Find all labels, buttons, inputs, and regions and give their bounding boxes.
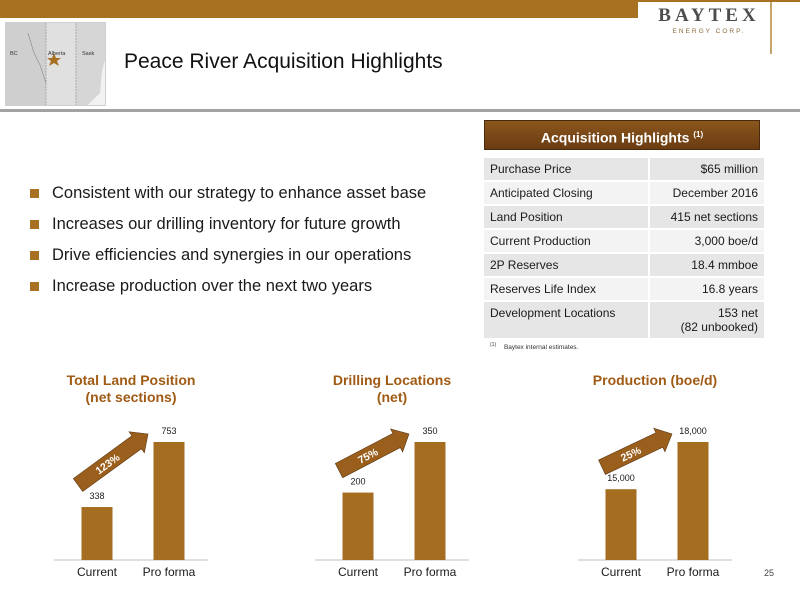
bar-value-label: 350 xyxy=(422,426,438,436)
growth-arrow xyxy=(70,423,155,495)
chart-title xyxy=(46,372,216,406)
growth-arrow xyxy=(333,422,415,482)
row-label: 2P Reserves xyxy=(484,254,650,276)
row-label: Anticipated Closing xyxy=(484,182,650,204)
chart-title xyxy=(570,372,740,389)
logo-divider xyxy=(770,2,772,54)
top-accent-bar xyxy=(0,0,638,18)
land-position-chart xyxy=(46,372,216,582)
chart-plot xyxy=(46,412,216,584)
bar-value-label: 200 xyxy=(350,476,366,487)
bar-value-label: 15,000 xyxy=(607,473,635,484)
chart-plot xyxy=(307,412,477,584)
table-row xyxy=(484,158,764,180)
highlight-bullets xyxy=(30,178,426,302)
region-map xyxy=(5,22,106,106)
header-divider xyxy=(0,109,800,112)
row-value-line2: (82 unbooked) xyxy=(680,320,758,334)
bar-value-label: 338 xyxy=(89,491,105,502)
row-label: Land Position xyxy=(484,206,650,228)
bar-pro-forma xyxy=(154,442,185,560)
acquisition-highlights-header xyxy=(484,120,760,150)
category-label: Current xyxy=(600,565,642,579)
acquisition-highlights-table xyxy=(484,156,764,340)
bar-current xyxy=(82,507,113,560)
logo-subtitle: ENERGY CORP. xyxy=(672,28,746,35)
table-row xyxy=(484,230,764,252)
table-row xyxy=(484,206,764,228)
map-label-alberta: Alberta xyxy=(48,51,66,57)
chart-title-line: (net) xyxy=(376,389,408,405)
bar-pro-forma xyxy=(678,442,709,560)
growth-label: 75% xyxy=(356,446,381,467)
row-value: $65 million xyxy=(650,158,764,180)
chart-plot xyxy=(570,412,740,584)
map-label-bc: BC xyxy=(10,51,18,57)
category-label: Pro forma xyxy=(142,565,196,579)
bar-value-label: 18,000 xyxy=(679,426,707,436)
production-chart xyxy=(570,372,740,582)
logo-wordmark: BAYTEX xyxy=(658,5,760,26)
row-value: December 2016 xyxy=(650,182,764,204)
map-graphic xyxy=(6,23,106,106)
bullet-item: Consistent with our strategy to enhance asset base xyxy=(30,178,426,209)
row-value: 415 net sections xyxy=(650,206,764,228)
growth-arrow xyxy=(596,422,677,479)
table-row xyxy=(484,254,764,276)
growth-label: 25% xyxy=(619,444,644,465)
highlights-title: Acquisition Highlights xyxy=(540,129,690,146)
row-label: Reserves Life Index xyxy=(484,278,650,300)
growth-label: 123% xyxy=(93,451,123,478)
category-label: Current xyxy=(76,565,118,579)
row-value: 3,000 boe/d xyxy=(650,230,764,252)
bar-value-label: 753 xyxy=(161,426,177,436)
row-label: Purchase Price xyxy=(484,158,650,180)
page-title: Peace River Acquisition Highlights xyxy=(124,50,443,73)
footnote-text: Baytex internal estimates. xyxy=(503,344,579,352)
category-label: Pro forma xyxy=(666,565,720,579)
footnote xyxy=(490,342,578,351)
bullet-item: Increase production over the next two years xyxy=(30,271,426,302)
page-number: 25 xyxy=(764,568,775,578)
bullet-item: Increases our drilling inventory for future growth xyxy=(30,209,426,240)
chart-title-line: Drilling Locations xyxy=(332,372,452,388)
row-label: Development Locations xyxy=(484,302,650,338)
row-label: Current Production xyxy=(484,230,650,252)
table-row xyxy=(484,182,764,204)
row-value-line1: 153 net xyxy=(717,306,758,320)
category-label: Current xyxy=(337,565,379,579)
table-row xyxy=(484,278,764,300)
row-value: 16.8 years xyxy=(650,278,764,300)
bar-current xyxy=(343,493,374,560)
chart-title-line: (net sections) xyxy=(85,389,177,405)
baytex-logo xyxy=(640,2,778,48)
chart-title-line: Total Land Position xyxy=(66,372,196,388)
footnote-ref: (1) xyxy=(490,342,497,348)
chart-title-line: Production (boe/d) xyxy=(592,372,718,388)
category-label: Pro forma xyxy=(403,565,457,579)
bar-current xyxy=(606,489,637,560)
chart-title xyxy=(307,372,477,406)
highlights-title-ref: (1) xyxy=(693,130,704,139)
bar-pro-forma xyxy=(415,442,446,560)
row-value: 18.4 mmboe xyxy=(650,254,764,276)
map-label-sask: Sask xyxy=(82,51,95,57)
drilling-locations-chart xyxy=(307,372,477,582)
bullet-item: Drive efficiencies and synergies in our operations xyxy=(30,240,426,271)
table-row xyxy=(484,302,764,338)
row-value xyxy=(650,302,764,338)
